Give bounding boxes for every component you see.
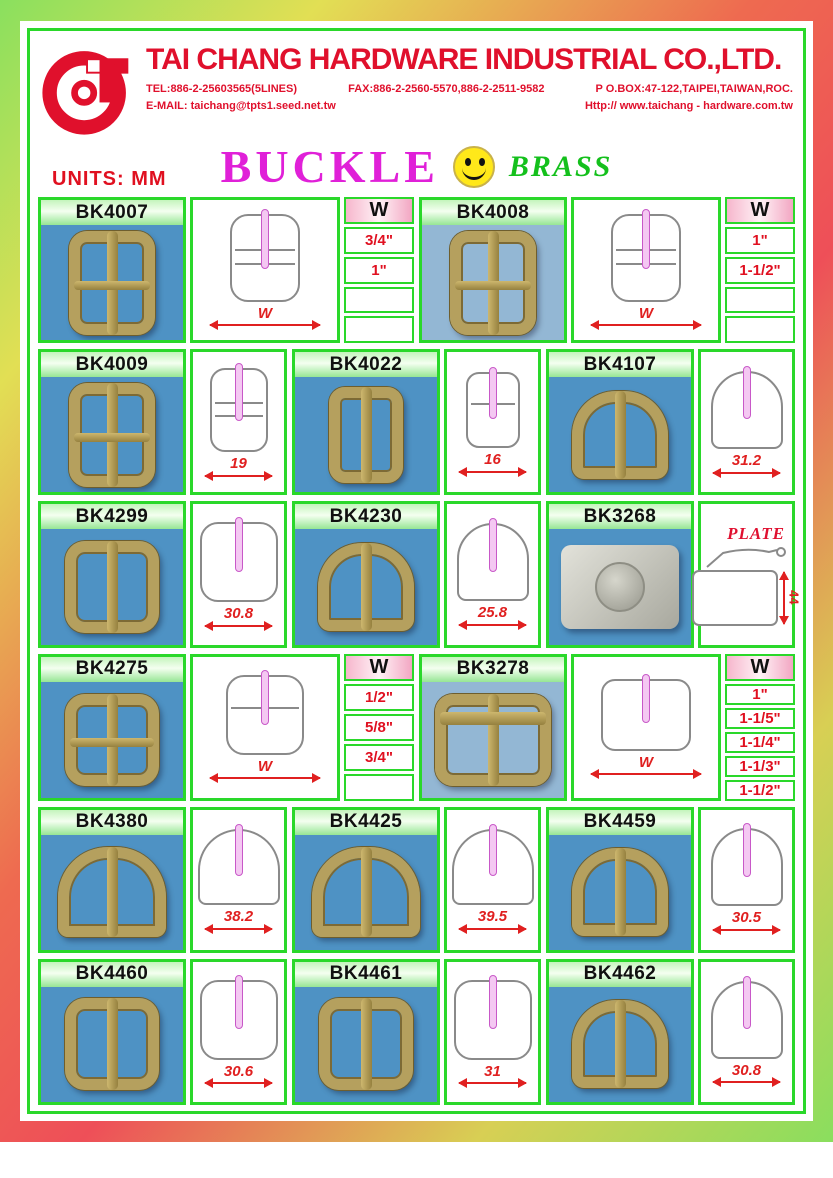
buckle-image — [319, 998, 413, 1090]
product-row-4 — [38, 654, 795, 801]
dimension — [783, 572, 802, 624]
width-option: 1-1/2" — [725, 257, 795, 284]
drawing-panel — [698, 501, 802, 647]
width-table — [725, 654, 795, 801]
product-row-2 — [38, 349, 795, 495]
product-cell-bk4022 — [292, 349, 541, 495]
product-cell-bk4008 — [419, 197, 795, 343]
buckle-drawing — [711, 371, 783, 449]
dimension-value: W — [638, 304, 654, 322]
drawing-panel — [571, 197, 721, 343]
tel: TEL:886-2-25603565(5LINES) — [146, 82, 298, 95]
buckle-photo — [41, 529, 183, 644]
product-code-label: BK4230 — [295, 504, 437, 529]
width-option: 1-1/3" — [725, 756, 795, 777]
drawing-panel — [190, 349, 287, 495]
width-option — [725, 316, 795, 343]
buckle-drawing — [454, 980, 532, 1060]
buckle-image — [69, 231, 155, 335]
dimension-arrow — [713, 472, 780, 474]
dimension — [453, 909, 531, 930]
photo-panel — [546, 807, 694, 953]
photo-panel — [292, 501, 440, 647]
buckle-photo — [41, 377, 183, 492]
buckle-photo — [295, 529, 437, 644]
buckle-drawing — [230, 214, 300, 302]
buckle-photo — [41, 987, 183, 1102]
contact-line-1 — [146, 83, 793, 95]
width-option: 1" — [725, 684, 795, 705]
product-code-label: BK4022 — [295, 352, 437, 377]
photo-panel — [292, 807, 440, 953]
dimension-value: 19 — [230, 455, 247, 473]
emblem — [595, 562, 645, 612]
width-table-header: W — [725, 197, 795, 224]
product-code-label: BK4460 — [41, 962, 183, 987]
page-title: BUCKLE — [220, 141, 439, 192]
dimension-value: 38.2 — [223, 908, 254, 926]
dimension — [583, 755, 710, 776]
product-cell-bk4275 — [38, 654, 414, 801]
product-cell-bk4459 — [546, 807, 795, 953]
drawing-panel — [190, 959, 287, 1105]
width-table — [344, 654, 414, 801]
buckle-photo — [549, 987, 691, 1102]
photo-panel — [419, 197, 567, 343]
product-code-label: BK4380 — [41, 810, 183, 835]
dimension-arrow — [210, 324, 319, 326]
buckle-image — [318, 543, 414, 631]
width-table-header: W — [725, 654, 795, 681]
plate-buckle-image — [561, 545, 679, 629]
buckle-image — [572, 391, 668, 479]
dimension-value: W — [638, 753, 654, 771]
drawing-panel — [444, 501, 541, 647]
buckle-image — [69, 383, 155, 487]
dimension — [707, 453, 785, 474]
width-option: 3/4" — [344, 227, 414, 254]
width-option: 1-1/2" — [725, 780, 795, 801]
buckle-drawing — [452, 829, 534, 905]
buckle-drawing — [200, 980, 278, 1060]
dimension-value: 39.5 — [477, 908, 508, 926]
buckle-drawing — [210, 368, 268, 452]
buckle-photo — [549, 377, 691, 492]
dimension-value: W — [257, 757, 273, 775]
width-table-header: W — [344, 654, 414, 681]
dimension-arrow — [713, 1081, 780, 1083]
product-code-label: BK4008 — [422, 200, 564, 225]
buckle-image — [312, 847, 420, 937]
buckle-drawing — [711, 981, 783, 1059]
product-row-6 — [38, 959, 795, 1105]
buckle-image — [329, 387, 403, 483]
width-option — [725, 287, 795, 314]
buckle-drawing — [466, 372, 520, 448]
pobox: P O.BOX:47-122,TAIPEI,TAIWAN,ROC. — [595, 82, 793, 95]
buckle-drawing — [711, 828, 783, 906]
product-cell-bk3278 — [419, 654, 795, 801]
product-cell-bk4009 — [38, 349, 287, 495]
product-cell-bk4425 — [292, 807, 541, 953]
width-option: 1" — [344, 257, 414, 284]
buckle-image — [450, 231, 536, 335]
contact-block — [146, 83, 793, 117]
dimension — [453, 1064, 531, 1085]
buckle-drawing — [457, 523, 529, 601]
drawing-panel — [698, 959, 795, 1105]
plate-front-drawing — [692, 570, 802, 626]
contact-line-2 — [146, 100, 793, 112]
buckle-photo — [422, 225, 564, 340]
dimension-arrow — [459, 1082, 526, 1084]
photo-panel — [546, 501, 694, 647]
photo-panel — [38, 959, 186, 1105]
dimension — [199, 456, 277, 477]
drawing-panel — [444, 959, 541, 1105]
dimension — [583, 306, 710, 327]
dimension — [202, 306, 329, 327]
product-code-label: BK4009 — [41, 352, 183, 377]
dimension-arrow — [591, 773, 700, 775]
dimension-value: 30.5 — [731, 909, 762, 927]
buckle-photo — [41, 835, 183, 950]
product-code-label: BK3268 — [549, 504, 691, 529]
width-table — [725, 197, 795, 343]
product-cell-bk4230 — [292, 501, 541, 647]
product-code-label: BK4462 — [549, 962, 691, 987]
buckle-photo — [295, 987, 437, 1102]
dimension-value: W — [257, 304, 273, 322]
catalog-page — [20, 21, 813, 1121]
dimension — [453, 452, 531, 473]
dimension-arrow — [205, 625, 272, 627]
buckle-photo — [549, 835, 691, 950]
dimension — [707, 1063, 785, 1084]
product-code-label: BK4425 — [295, 810, 437, 835]
product-cell-bk4380 — [38, 807, 287, 953]
dimension-arrow — [459, 471, 526, 473]
company-logo-icon — [40, 41, 136, 137]
drawing-panel — [698, 807, 795, 953]
dimension-arrow — [205, 475, 272, 477]
drawing-panel — [571, 654, 721, 801]
buckle-image — [572, 848, 668, 936]
buckle-drawing — [226, 675, 304, 755]
dimension-arrow — [210, 777, 319, 779]
width-table — [344, 197, 414, 343]
buckle-drawing — [611, 214, 681, 302]
page-green-frame — [27, 28, 806, 1114]
buckle-image — [572, 1000, 668, 1088]
buckle-photo — [422, 682, 564, 798]
width-option: 1" — [725, 227, 795, 254]
title-banner — [38, 141, 795, 193]
product-row-1 — [38, 197, 795, 343]
dimension — [199, 1064, 277, 1085]
buckle-image — [435, 694, 551, 786]
drawing-panel — [444, 349, 541, 495]
product-cell-bk4299 — [38, 501, 287, 647]
photo-panel — [38, 807, 186, 953]
photo-panel — [38, 501, 186, 647]
product-code-label: BK4299 — [41, 504, 183, 529]
drawing-panel — [190, 807, 287, 953]
dimension-value: 16 — [484, 451, 501, 469]
product-cell-bk4107 — [546, 349, 795, 495]
buckle-image — [58, 847, 166, 937]
plate-outline — [692, 570, 778, 626]
width-option: 3/4" — [344, 744, 414, 771]
buckle-photo — [41, 682, 183, 798]
photo-panel — [292, 349, 440, 495]
drawing-panel — [190, 197, 340, 343]
buckle-photo — [295, 835, 437, 950]
photo-panel — [38, 654, 186, 801]
product-row-3 — [38, 501, 802, 647]
website: Http:// www.taichang - hardware.com.tw — [584, 99, 793, 112]
company-header — [38, 37, 795, 139]
photo-panel — [419, 654, 567, 801]
dimension-arrow — [459, 624, 526, 626]
buckle-drawing — [601, 679, 691, 751]
dimension-arrow — [205, 1082, 272, 1084]
product-cell-bk3268 — [546, 501, 802, 647]
width-option: 5/8" — [344, 714, 414, 741]
dimension-value: 31 — [484, 1062, 501, 1080]
product-code-label: BK3278 — [422, 657, 564, 682]
smiley-icon — [453, 146, 495, 188]
product-cell-bk4460 — [38, 959, 287, 1105]
material-label: BRASS — [508, 150, 613, 183]
company-info — [146, 41, 793, 117]
product-cell-bk4461 — [292, 959, 541, 1105]
product-cell-bk4007 — [38, 197, 414, 343]
buckle-drawing — [200, 522, 278, 602]
photo-panel — [546, 349, 694, 495]
width-option: 1-1/4" — [725, 732, 795, 753]
buckle-image — [65, 541, 159, 633]
drawing-panel — [444, 807, 541, 953]
dimension-value: 30.8 — [731, 1061, 762, 1079]
photo-panel — [38, 349, 186, 495]
product-grid — [38, 197, 802, 1105]
width-option — [344, 774, 414, 801]
product-code-label: BK4107 — [549, 352, 691, 377]
photo-panel — [292, 959, 440, 1105]
drawing-panel — [190, 501, 287, 647]
dimension — [199, 606, 277, 627]
dimension-value: 30.8 — [223, 605, 254, 623]
dimension-value: 30.6 — [223, 1062, 254, 1080]
dimension-arrow — [205, 928, 272, 930]
dimension — [453, 605, 531, 626]
dimension — [202, 759, 329, 780]
dimension-value: 25.8 — [477, 604, 508, 622]
dimension-arrow — [713, 929, 780, 931]
buckle-image — [65, 694, 159, 786]
dimension-value: 44 — [786, 590, 802, 605]
buckle-drawing — [198, 829, 280, 905]
dimension-value: 31.2 — [731, 452, 762, 470]
company-name: TAI CHANG HARDWARE INDUSTRIAL CO.,LTD. — [146, 43, 782, 76]
dimension — [199, 909, 277, 930]
buckle-photo — [295, 377, 437, 492]
units-label: UNITS: MM — [52, 168, 167, 190]
product-cell-bk4462 — [546, 959, 795, 1105]
width-option — [344, 316, 414, 343]
buckle-photo — [41, 225, 183, 340]
plate-note: PLATE — [727, 523, 785, 543]
buckle-image — [65, 998, 159, 1090]
side-profile-drawing — [705, 546, 789, 570]
dimension-arrow — [459, 928, 526, 930]
product-code-label: BK4007 — [41, 200, 183, 225]
drawing-panel — [190, 654, 340, 801]
product-row-5 — [38, 807, 795, 953]
dimension-arrow — [591, 324, 700, 326]
email: E-MAIL: taichang@tpts1.seed.net.tw — [146, 99, 336, 112]
width-option: 1/2" — [344, 684, 414, 711]
product-code-label: BK4459 — [549, 810, 691, 835]
product-code-label: BK4275 — [41, 657, 183, 682]
product-code-label: BK4461 — [295, 962, 437, 987]
photo-panel — [546, 959, 694, 1105]
width-option — [344, 287, 414, 314]
dimension — [707, 910, 785, 931]
dimension-arrow — [783, 572, 785, 624]
drawing-panel — [698, 349, 795, 495]
width-option: 1-1/5" — [725, 708, 795, 729]
width-table-header: W — [344, 197, 414, 224]
buckle-photo — [549, 529, 691, 644]
fax: FAX:886-2-2560-5570,886-2-2511-9582 — [348, 82, 545, 95]
photo-panel — [38, 197, 186, 343]
